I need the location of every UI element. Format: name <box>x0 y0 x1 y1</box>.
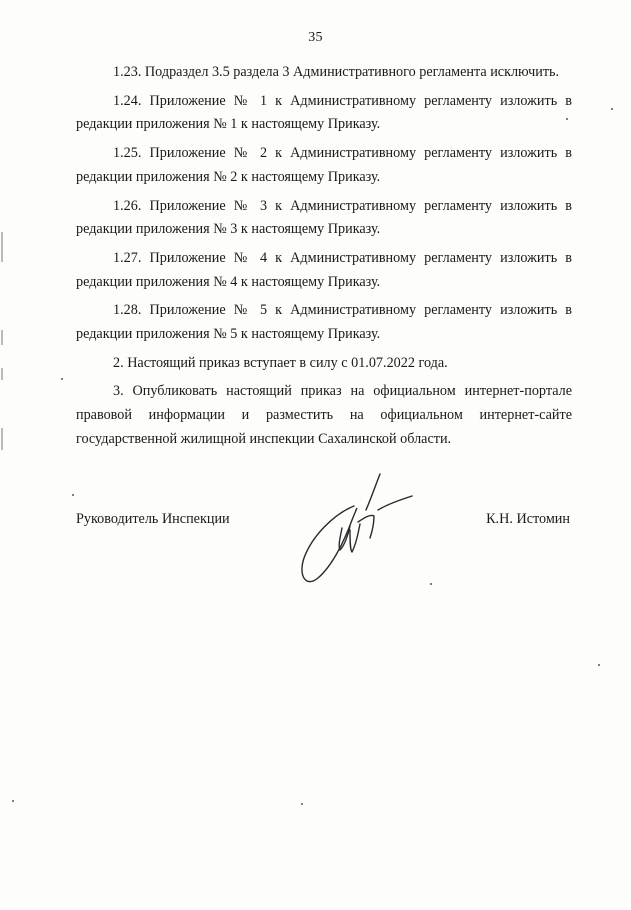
paragraph-1-23: 1.23. Подраздел 3.5 раздела 3 Административного регламента исключить. <box>113 64 560 80</box>
scan-speck <box>301 803 303 805</box>
scan-speck <box>598 664 600 666</box>
scan-edge-marks <box>0 0 6 905</box>
paragraph-1-24: 1.24. Приложение № 1 к Административному регламенту изложить в редакции приложения № 1 к настоящему Приказу. <box>76 92 572 133</box>
paragraph-1-27: 1.27. Приложение № 4 к Административному регламенту изложить в редакции приложения № 4 к настоящему Приказу. <box>76 249 572 290</box>
paragraph-1-26: 1.26. Приложение № 3 к Административному регламенту изложить в редакции приложения № 3 к настоящему Приказу. <box>76 197 572 238</box>
signatory-name: К.Н. Истомин <box>486 511 570 527</box>
scan-speck <box>566 118 568 120</box>
paragraph-1-28: 1.28. Приложение № 5 к Административному регламенту изложить в редакции приложения № 5 к настоящему Приказу. <box>76 302 572 343</box>
scan-speck <box>12 800 14 802</box>
paragraph-1-25: 1.25. Приложение № 2 к Административному регламенту изложить в редакции приложения № 2 к настоящему Приказу. <box>76 145 572 185</box>
page-number: 35 <box>308 30 323 45</box>
handwritten-signature-icon <box>294 470 424 592</box>
scan-edge-svg <box>0 0 6 905</box>
paragraph-2: 2. Настоящий приказ вступает в силу с 01.07.2022 года. <box>113 354 448 371</box>
scan-speck <box>61 378 63 380</box>
signatory-position: Руководитель Инспекции <box>76 511 230 527</box>
scan-speck <box>72 494 74 496</box>
scan-speck <box>611 108 613 110</box>
document-body <box>76 61 572 457</box>
scan-speck <box>430 583 432 585</box>
paragraph-3: 3. Опубликовать настоящий приказ на официальном интернет-портале правовой информации и разместить на официальном интернет-сайте государственной жилищной инспекции Сахалинской области. <box>76 383 572 447</box>
